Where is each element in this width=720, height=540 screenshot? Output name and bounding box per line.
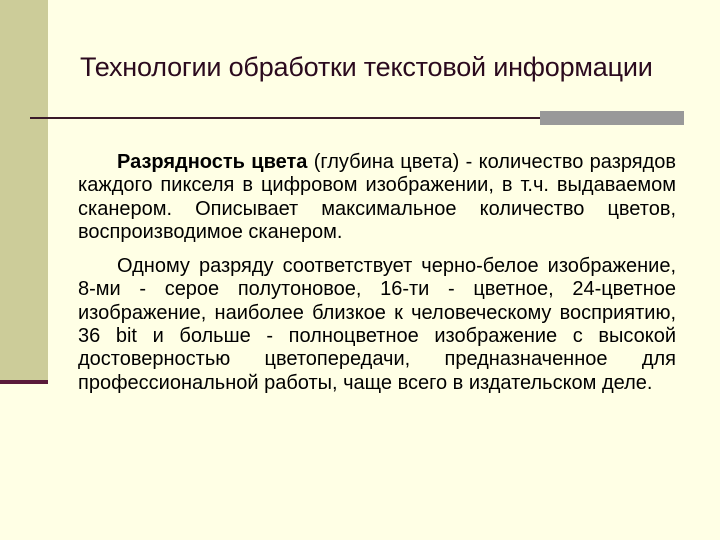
paragraph-color-depth xyxy=(78,151,676,244)
term-color-depth: Разрядность цвета xyxy=(117,151,308,173)
left-accent-line xyxy=(0,380,48,384)
slide-body xyxy=(78,151,676,406)
paragraph-color-depth-text: (глубина цвета) - количество разрядов каждого пикселя в цифровом изображении, в т.ч. выдаваемом сканером. Описывает максимальное количество цветов, воспроизводимое сканером. xyxy=(78,151,677,243)
title-underline-block xyxy=(540,111,684,125)
title-underline xyxy=(30,117,540,119)
slide-title: Технологии обработки текстовой информации xyxy=(80,52,653,82)
left-accent-band xyxy=(0,0,48,380)
paragraph-bit-depth: Одному разряду соответствует черно-белое изображение, 8-ми - серое полутоновое, 16-ти - цветное, 24-цветное изображение, наиболее близкое к человеческому восприятию, 36 bit и больше - полноцветное изображение с высокой достоверностью цветопередачи, предназначенное для профессиональной работы, чаще всего в издательском деле. xyxy=(78,255,676,394)
